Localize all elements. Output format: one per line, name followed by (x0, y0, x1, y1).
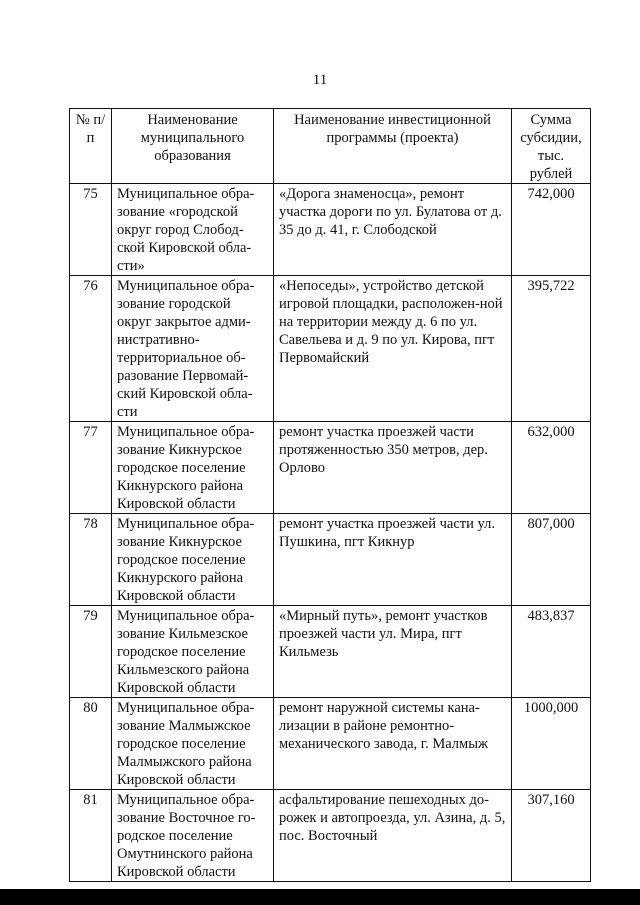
row-sum: 632,000 (512, 422, 591, 514)
row-program: ремонт наружной системы кана-лизации в районе ремонтно-механического завода, г. Малмыж (274, 698, 512, 790)
row-number: 78 (70, 514, 112, 606)
row-municipality: Муниципальное обра-зование Восточное го-родское поселение Омутнинского района Кировской области (112, 790, 274, 882)
row-municipality: Муниципальное обра-зование Кильмезское городское поселение Кильмезского района Кировской области (112, 606, 274, 698)
row-program: «Мирный путь», ремонт участков проезжей части ул. Мира, пгт Кильмезь (274, 606, 512, 698)
row-municipality: Муниципальное обра-зование Малмыжское городское поселение Малмыжского района Кировской области (112, 698, 274, 790)
row-number: 75 (70, 184, 112, 276)
subsidy-table (69, 108, 591, 882)
row-sum: 483,837 (512, 606, 591, 698)
row-sum: 307,160 (512, 790, 591, 882)
scan-edge-bar (0, 889, 640, 905)
row-program: ремонт участка проезжей части протяженностью 350 метров, дер. Орлово (274, 422, 512, 514)
row-sum: 807,000 (512, 514, 591, 606)
table-row (70, 276, 591, 422)
table-row (70, 184, 591, 276)
row-municipality: Муниципальное обра-зование Кикнурское городское поселение Кикнурского района Кировской области (112, 422, 274, 514)
header-number: № п/п (70, 109, 112, 184)
header-municipality: Наименование муниципального образования (112, 109, 274, 184)
row-number: 76 (70, 276, 112, 422)
table-row (70, 514, 591, 606)
header-program: Наименование инвестиционной программы (проекта) (274, 109, 512, 184)
row-number: 80 (70, 698, 112, 790)
table-row (70, 606, 591, 698)
row-municipality: Муниципальное обра-зование Кикнурское городское поселение Кикнурского района Кировской области (112, 514, 274, 606)
table-row (70, 422, 591, 514)
row-number: 79 (70, 606, 112, 698)
row-program: «Дорога знаменосца», ремонт участка дороги по ул. Булатова от д. 35 до д. 41, г. Слободской (274, 184, 512, 276)
header-sum: Сумма субсидии, тыс. рублей (512, 109, 591, 184)
row-program: ремонт участка проезжей части ул. Пушкина, пгт Кикнур (274, 514, 512, 606)
row-municipality: Муниципальное обра-зование городской округ закрытое адми-нистративно-территориальное об-разование Первомай-ский Кировской обла-сти (112, 276, 274, 422)
row-number: 81 (70, 790, 112, 882)
row-number: 77 (70, 422, 112, 514)
table-header-row (70, 109, 591, 184)
row-sum: 1000,000 (512, 698, 591, 790)
row-program: асфальтирование пешеходных до-рожек и автопроезда, ул. Азина, д. 5, пос. Восточный (274, 790, 512, 882)
row-sum: 395,722 (512, 276, 591, 422)
page-number: 11 (312, 72, 328, 88)
row-program: «Непоседы», устройство детской игровой площадки, расположен-ной на территории между д. 6 по ул. Савельева и д. 9 по ул. Кирова, пгт Первомайский (274, 276, 512, 422)
table-row (70, 698, 591, 790)
row-sum: 742,000 (512, 184, 591, 276)
table-row (70, 790, 591, 882)
row-municipality: Муниципальное обра-зование «городской округ город Слобод-ской Кировской обла-сти» (112, 184, 274, 276)
